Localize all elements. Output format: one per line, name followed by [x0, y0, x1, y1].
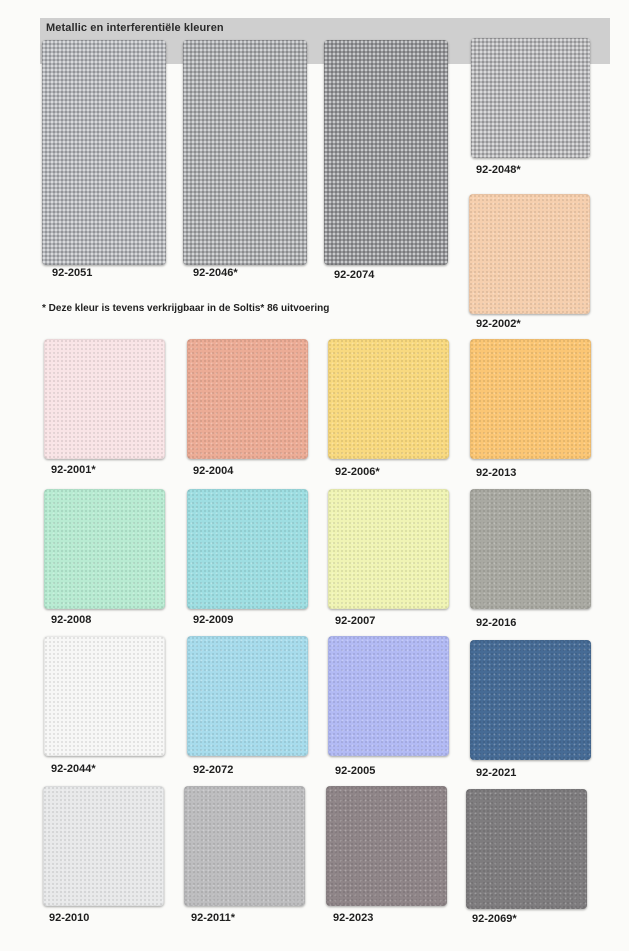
swatch-92-2008: [44, 489, 165, 609]
swatch-92-2010: [43, 786, 164, 906]
swatch-code: 92-2001*: [51, 464, 96, 476]
swatch-code: 92-2021: [476, 767, 517, 779]
swatch-92-2011: [184, 786, 305, 906]
swatch-code: 92-2007: [335, 615, 376, 627]
swatch-92-2072: [187, 636, 308, 756]
swatch-92-2004: [187, 339, 308, 459]
swatch-code: 92-2008: [51, 614, 92, 626]
swatch-code: 92-2023: [333, 912, 374, 924]
swatch-code: 92-2002*: [476, 318, 521, 330]
swatch-92-2005: [328, 636, 449, 756]
swatch-92-2023: [326, 786, 447, 906]
swatch-code: 92-2048*: [476, 164, 521, 176]
footnote: * Deze kleur is tevens verkrijgbaar in de Soltis* 86 uitvoering: [42, 303, 330, 314]
swatch-92-2006: [328, 339, 449, 459]
swatch-code: 92-2046*: [193, 267, 238, 279]
swatch-code: 92-2010: [49, 912, 90, 924]
swatch-code: 92-2044*: [51, 763, 96, 775]
swatch-code: 92-2074: [334, 269, 375, 281]
swatch-code: 92-2006*: [335, 466, 380, 478]
swatch-92-2048: [471, 38, 590, 158]
swatch-92-2009: [187, 489, 308, 609]
swatch-92-2021: [470, 640, 591, 760]
swatch-92-2007: [328, 489, 449, 609]
swatch-92-2002: [469, 194, 590, 314]
swatch-92-2016: [470, 489, 591, 609]
swatch-code: 92-2004: [193, 465, 234, 477]
swatch-code: 92-2069*: [472, 913, 517, 925]
swatch-92-2069: [466, 789, 587, 909]
swatch-code: 92-2011*: [191, 912, 236, 924]
swatch-92-2074: [324, 40, 448, 265]
swatch-92-2046: [183, 40, 307, 265]
swatch-code: 92-2016: [476, 617, 517, 629]
swatch-code: 92-2051: [52, 267, 93, 279]
swatch-code: 92-2009: [193, 614, 234, 626]
page-title: Metallic en interferentiële kleuren: [46, 22, 224, 34]
swatch-code: 92-2072: [193, 764, 234, 776]
swatch-92-2001: [44, 339, 165, 459]
swatch-code: 92-2005: [335, 765, 376, 777]
swatch-92-2044: [44, 636, 165, 756]
swatch-code: 92-2013: [476, 467, 517, 479]
swatch-92-2013: [470, 339, 591, 459]
swatch-92-2051: [42, 40, 166, 265]
